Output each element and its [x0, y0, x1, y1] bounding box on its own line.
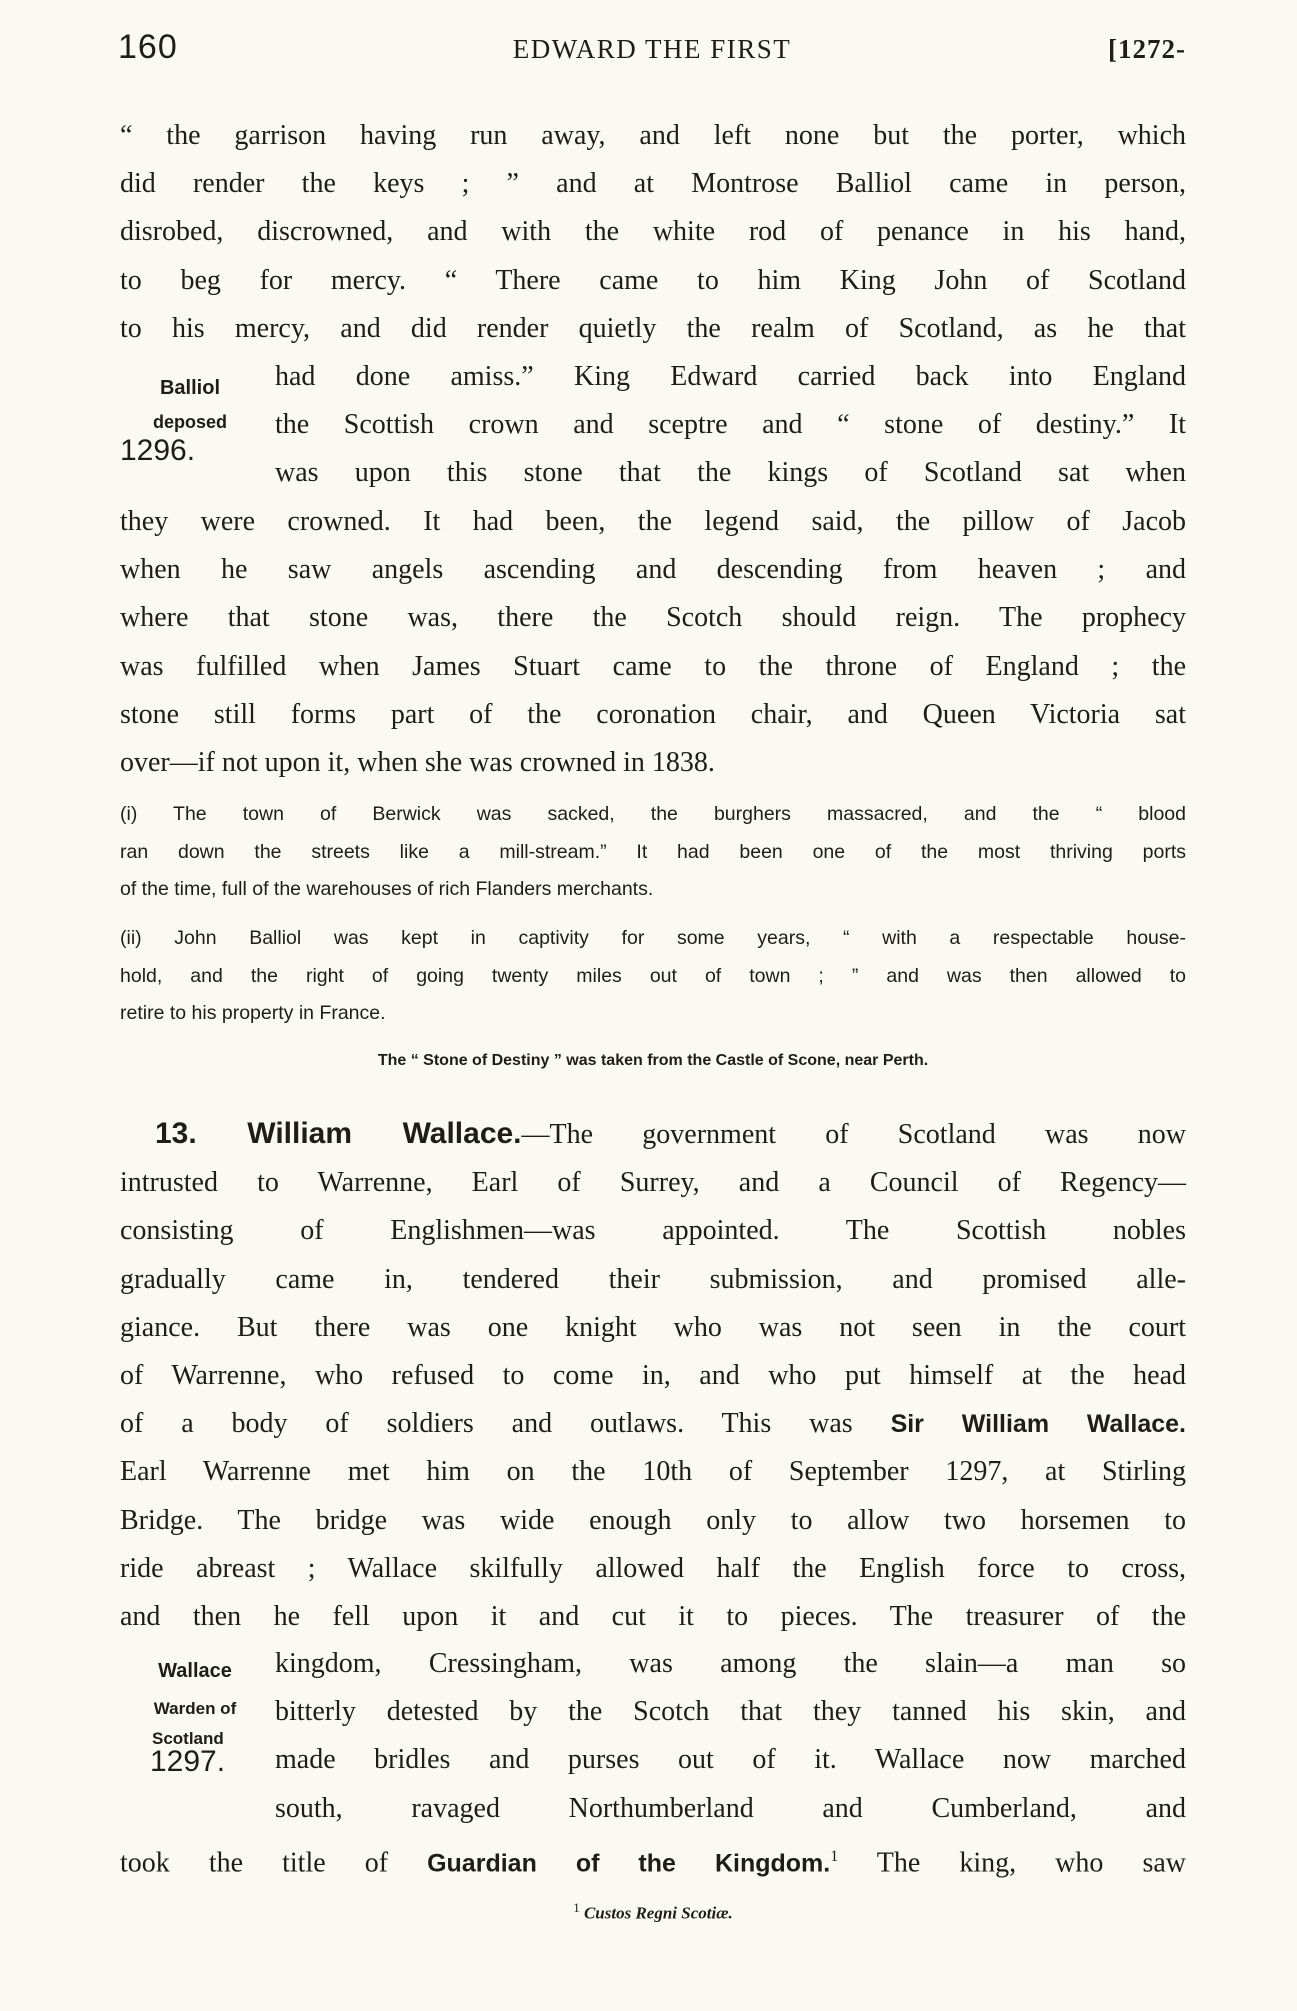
footnote-text: Custos Regni Scotiæ. [583, 1903, 733, 1923]
margin-note-role: Warden of [153, 1699, 237, 1718]
text-line: over—if not upon it, when she was crowned in 1838. [120, 747, 715, 779]
text-line: bitterly detested by the Scotch that they tanned his skin, and [275, 1696, 1186, 1728]
margin-note-place: Scotland [152, 1729, 224, 1748]
wallace-name-bold: Sir William Wallace. [890, 1410, 1187, 1439]
text-line: they were crowned. It had been, the legend said, the pillow of Jacob [120, 506, 1186, 537]
note-line: hold, and the right of going twenty miles out of town ; ” and was then allowed to [120, 964, 1186, 987]
margin-note-word: deposed [152, 412, 227, 432]
footnote-marker-ref: 1 [830, 1848, 839, 1865]
text-line: was upon this stone that the kings of Scotland sat when [275, 457, 1186, 489]
guardian-title-bold: Guardian of the Kingdom. [427, 1849, 831, 1878]
running-title: EDWARD THE FIRST [512, 34, 792, 64]
footnote-marker: 1 [573, 1900, 580, 1915]
text-line: intrusted to Warrenne, Earl of Surrey, and a Council of Regency— [120, 1167, 1186, 1199]
text-line: consisting of Englishmen—was appointed. The Scottish nobles [120, 1215, 1186, 1247]
text-line: stone still forms part of the coronation chair, and Queen Victoria sat [120, 698, 1186, 730]
page-number: 160 [118, 28, 178, 66]
text-line: ride abreast ; Wallace skilfully allowed half the English force to cross, [120, 1552, 1186, 1584]
text-line: had done amiss.” King Edward carried back into England [275, 361, 1186, 392]
text-line: made bridles and purses out of it. Wallace now marched [275, 1744, 1186, 1776]
date-range: [1272- [1108, 34, 1186, 64]
margin-note-wallace [120, 1660, 270, 1778]
margin-note-balliol [120, 377, 260, 467]
section-wallace-part2 [275, 1640, 1186, 1833]
note-line: (i) The town of Berwick was sacked, the burghers massacred, and the “ blood [120, 803, 1186, 825]
text-line: and then he fell upon it and cut it to pieces. The treasurer of the [120, 1601, 1186, 1633]
text-line [120, 1833, 1186, 1888]
text-line: the Scottish crown and sceptre and “ stone of destiny.” It [275, 409, 1186, 441]
paragraph-balliol-part3 [120, 498, 1186, 787]
text-line: did render the keys ; ” and at Montrose Balliol came in person, [120, 168, 1186, 200]
margin-note-year: 1296. [120, 434, 196, 467]
text-line [120, 1400, 1186, 1448]
section-heading: 13. William Wallace. [155, 1117, 522, 1150]
section-wallace-part1 [120, 1110, 1186, 1641]
text-line: Bridge. The bridge was wide enough only to allow two horsemen to [120, 1504, 1186, 1536]
text-line: where that stone was, there the Scotch should reign. The prophecy [120, 602, 1186, 634]
text-span: took the title of [120, 1847, 428, 1879]
text-line: gradually came in, tendered their submission, and promised alle- [120, 1263, 1186, 1295]
text-span: of a body of soldiers and outlaws. This was [120, 1408, 891, 1440]
margin-note-name: Balliol [159, 377, 220, 399]
text-line: to his mercy, and did render quietly the realm of Scotland, as he that [120, 312, 1186, 344]
text-line: kingdom, Cressingham, was among the slain—a man so [275, 1648, 1186, 1679]
page-header [118, 28, 1186, 76]
paragraph-balliol-part1 [120, 112, 1186, 353]
stone-caption: The “ Stone of Destiny ” was taken from the Castle of Scone, near Perth. [377, 1052, 929, 1069]
paragraph-balliol-part2 [275, 353, 1186, 498]
margin-note-name: Wallace [158, 1660, 232, 1682]
note-line: of the time, full of the warehouses of rich Flanders merchants. [120, 878, 654, 900]
text-line [120, 1110, 1186, 1159]
text-line: when he saw angels ascending and descending from heaven ; and [120, 554, 1186, 586]
note-line: retire to his property in France. [120, 1002, 386, 1024]
section-heading-rest: —The government of Scotland was now [521, 1119, 1186, 1150]
text-line: Earl Warrenne met him on the 10th of September 1297, at Stirling [120, 1456, 1186, 1488]
note-line: (ii) John Balliol was kept in captivity for some years, “ with a respectable house- [120, 927, 1186, 949]
text-line: “ the garrison having run away, and left none but the porter, which [120, 120, 1186, 151]
text-line: giance. But there was one knight who was not seen in the court [120, 1311, 1186, 1343]
text-line: to beg for mercy. “ There came to him King John of Scotland [120, 264, 1186, 296]
section-wallace-part3 [120, 1833, 1186, 1888]
text-span: The king, who saw [838, 1847, 1187, 1879]
text-line: disrobed, discrowned, and with the white rod of penance in his hand, [120, 216, 1186, 248]
note-berwick [120, 796, 1186, 909]
text-line: south, ravaged Northumberland and Cumberland, and [275, 1792, 1186, 1824]
text-line: of Warrenne, who refused to come in, and who put himself at the head [120, 1360, 1186, 1392]
note-balliol-captivity [120, 920, 1186, 1033]
footnote [120, 1900, 1186, 1924]
margin-note-year: 1297. [150, 1745, 226, 1778]
text-line: was fulfilled when James Stuart came to the throne of England ; the [120, 650, 1186, 682]
note-line: ran down the streets like a mill-stream.” It had been one of the most thriving ports [120, 840, 1186, 863]
